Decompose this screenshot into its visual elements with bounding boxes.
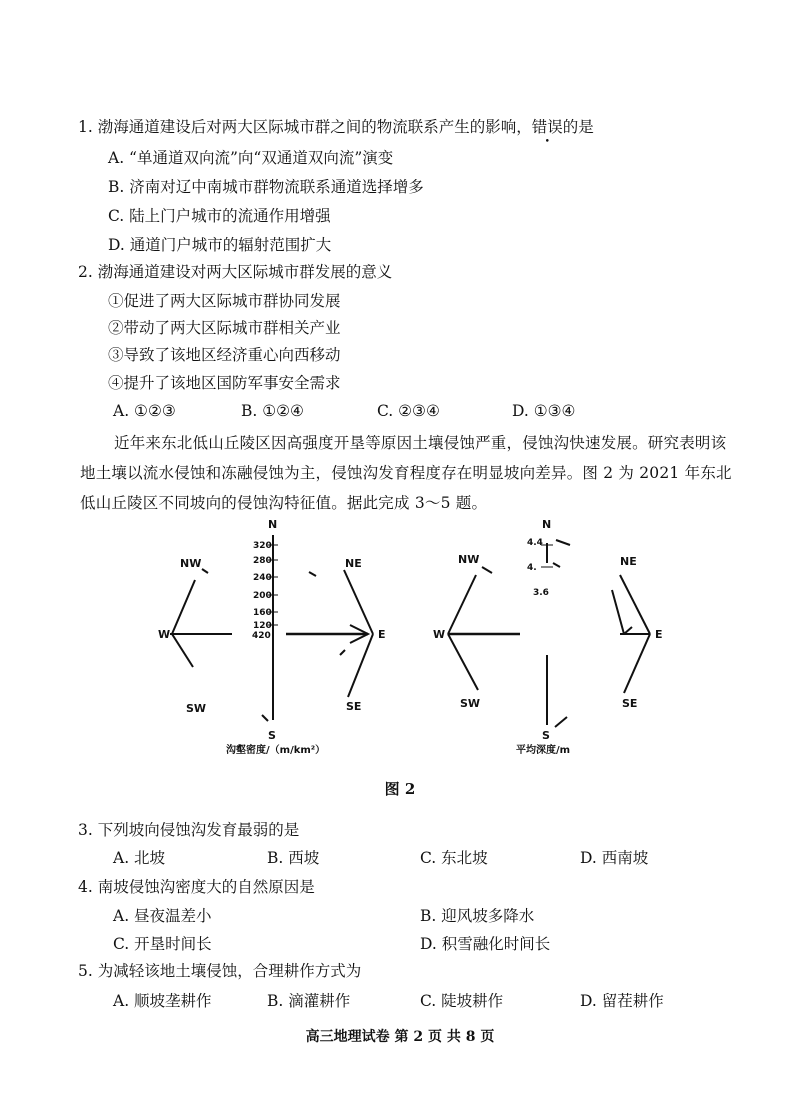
left-label-e: E [378,628,386,641]
left-ne-e-edge [344,570,373,634]
q2-option-b: B. ①②④ [241,402,304,420]
q2-option-d: D. ①③④ [512,402,576,420]
page-footer: 高三地理试卷 第 2 页 共 8 页 [305,1029,495,1045]
q5-option-b: B. 滴灌耕作 [267,992,351,1010]
left-label-nw: NW [180,557,202,570]
q2-item-3: ③导致了该地区经济重心向西移动 [108,346,341,364]
q3-stem: 3. 下列坡向侵蚀沟发育最弱的是 [78,821,300,839]
left-axis-caption: 沟壑密度/（m/km²） [226,745,326,756]
q2-option-a: A. ①②③ [113,402,176,420]
q1-option-a: A. “单通道双向流”向“双通道双向流”演变 [108,149,394,167]
q5-stem: 5. 为减轻该地土壤侵蚀，合理耕作方式为 [78,962,362,980]
left-nw-tick [202,569,208,573]
q4-option-c: C. 开垦时间长 [113,935,212,953]
q3-option-a: A. 北坡 [113,849,166,867]
right-label-e: E [655,628,663,641]
right-label-nw: NW [458,553,480,566]
right-label-w: W [433,628,446,641]
left-tick-label-120: 120 [253,621,272,631]
q1-stem [78,117,594,137]
q2-stem: 2. 渤海通道建设对两大区际城市群发展的意义 [78,263,393,281]
right-label-se: SE [622,697,638,710]
left-label-w: W [158,628,171,641]
q5-option-c: C. 陡坡耕作 [420,992,504,1010]
q4-stem: 4. 南坡侵蚀沟密度大的自然原因是 [78,878,315,896]
right-n-tick-a [556,540,570,545]
left-e-se-edge [348,634,373,697]
right-label-sw: SW [460,697,481,710]
left-zero-label: 420 [252,631,271,641]
q5-option-a: A. 顺坡垄耕作 [113,992,212,1010]
left-label-se: SE [346,700,362,713]
right-s-tick [555,717,567,727]
right-nw-tick [482,567,492,573]
left-nw-w-edge [172,580,195,634]
intro-paragraph: 近年来东北低山丘陵区因高强度开垦等原因土壤侵蚀严重，侵蚀沟快速发展。研究表明该地土壤以流水侵蚀和冻融侵蚀为主，侵蚀沟发育程度存在明显坡向差异。图 2 为 2021 年东北低山丘陵区不同坡向的侵蚀沟特征值。据此完成 3～5 题。 [80,434,732,512]
right-label-s: S [542,729,550,742]
q3-option-b: B. 西坡 [267,849,320,867]
q3-option-c: C. 东北坡 [420,849,488,867]
left-label-ne: NE [345,557,362,570]
left-tick-label-200: 200 [253,591,272,601]
q2-item-4: ④提升了该地区国防军事安全需求 [108,374,341,392]
q1-stem-text: 1. 渤海通道建设后对两大区际城市群之间的物流联系产生的影响， [78,118,532,136]
right-label-n: N [542,518,552,531]
left-ne-tick [309,572,316,576]
left-label-sw: SW [186,702,207,715]
q2-item-2: ②带动了两大区际城市群相关产业 [108,319,341,337]
q4-option-d: D. 积雪融化时间长 [420,935,551,953]
right-w-sw-edge [448,634,478,690]
q1-option-b: B. 济南对辽中南城市群物流联系通道选择增多 [108,178,424,196]
q3-option-d: D. 西南坡 [580,849,649,867]
left-tick-label-280: 280 [253,556,272,566]
left-label-s: S [268,729,276,742]
left-tick-label-160: 160 [253,608,272,618]
left-s-tick [262,715,268,721]
right-tick-label-4: 4. [527,563,537,573]
left-tick-label-240: 240 [253,573,272,583]
q2-option-c: C. ②③④ [377,402,440,420]
q1-stem-emphasis: 错误 [531,118,563,136]
right-axis-caption: 平均深度/m [516,745,571,756]
q1-option-d: D. 通道门户城市的辐射范围扩大 [108,236,332,254]
q4-option-b: B. 迎风坡多降水 [420,907,535,925]
left-se-tick [340,650,345,655]
right-tick-label-44: 4.4 [527,538,543,548]
left-w-sw-edge [172,634,193,667]
right-ne-e-edge [620,575,650,634]
left-label-n: N [268,518,278,531]
left-tick-label-320: 320 [253,541,272,551]
q1-option-c: C. 陆上门户城市的流通作用增强 [108,207,331,225]
right-n-tick-b [553,563,560,567]
q1-stem-end: 的是 [562,118,594,136]
right-nw-w-edge [448,575,476,634]
right-tick-label-36: 3.6 [533,588,549,598]
figure-caption: 图 2 [384,780,416,798]
right-label-ne: NE [620,555,637,568]
q2-item-1: ①促进了两大区际城市群协同发展 [108,292,341,310]
q4-option-a: A. 昼夜温差小 [113,907,212,925]
right-e-se-edge [624,634,650,693]
q5-option-d: D. 留茬耕作 [580,992,664,1010]
right-ne-inner-edge [612,590,624,634]
figure-2 [0,515,800,775]
right-e-inner-tick [624,627,632,634]
